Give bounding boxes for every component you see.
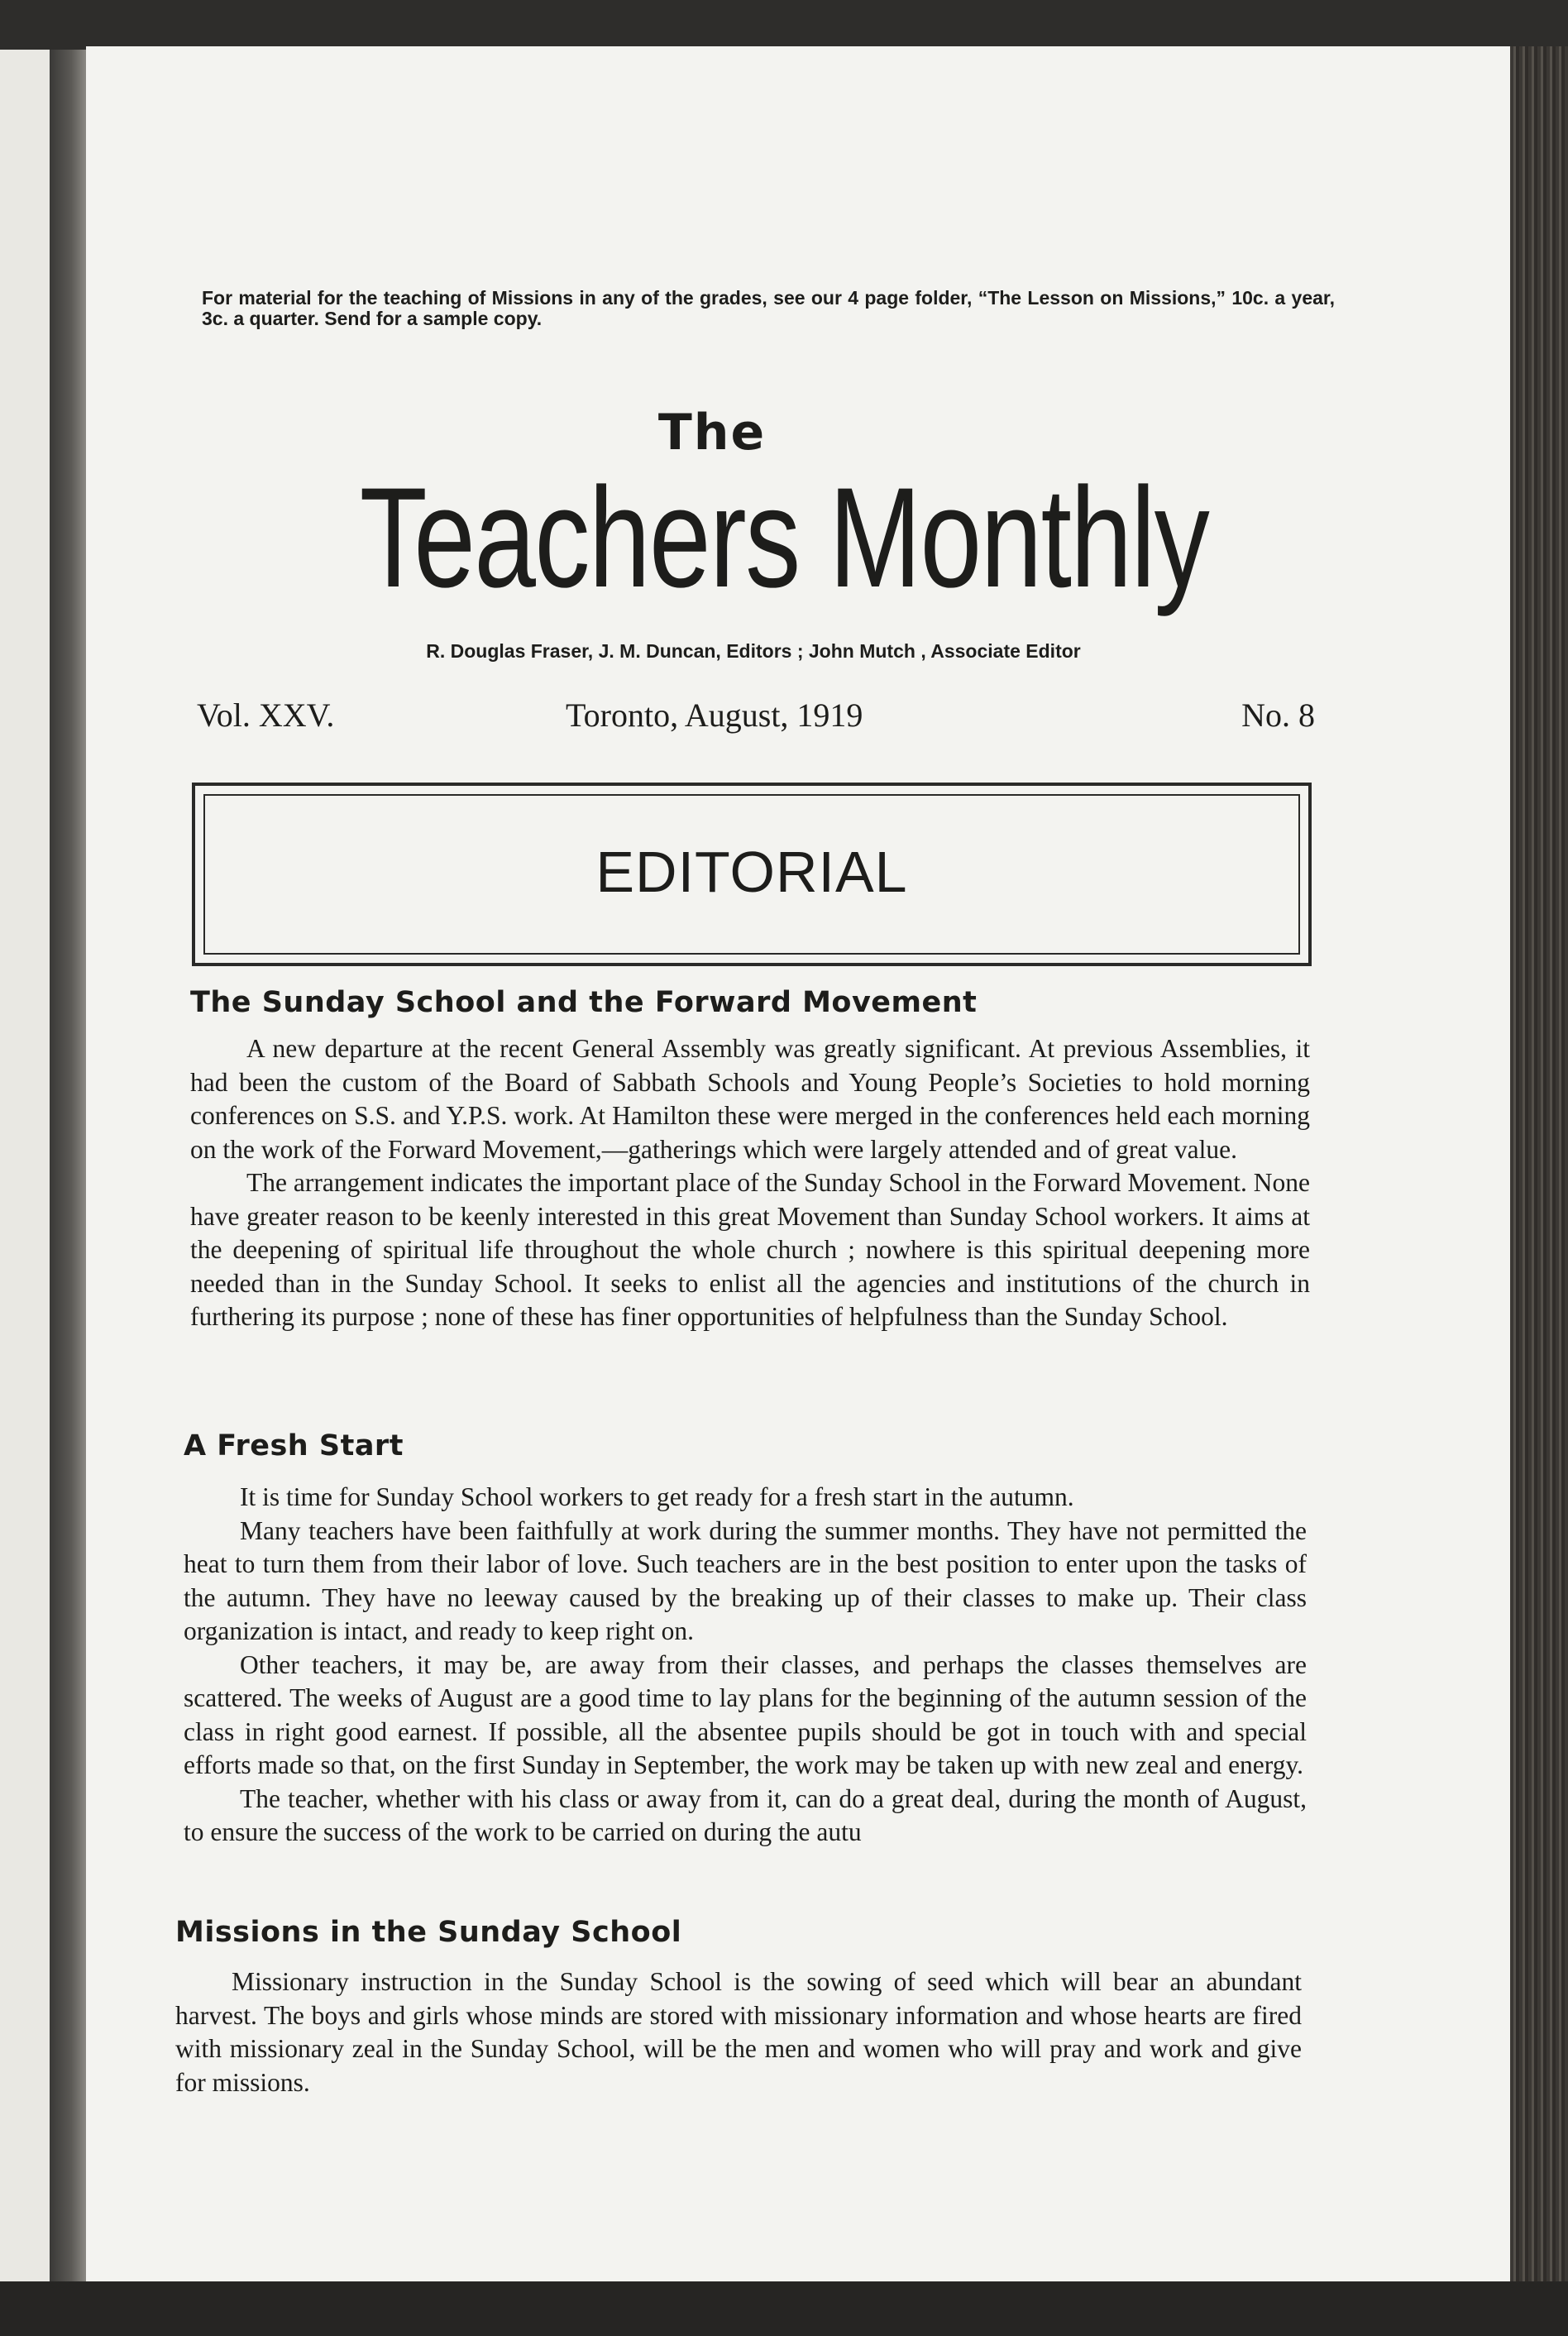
section-heading: Missions in the Sunday School [175, 1916, 682, 1949]
paragraph: Missionary instruction in the Sunday School is the sowing of seed which will bear an abundant harvest. The boys and girls whose minds are stored with missionary information and whose hearts are fired with missionary zeal in the Sunday School, will be the men and women who will pray and work and give for missions. [175, 1967, 1302, 2097]
volume-label: Vol. XXV. [197, 696, 335, 734]
section-body [184, 1481, 1307, 1850]
facing-page-edge [0, 50, 51, 2283]
issue-number: No. 8 [1241, 696, 1315, 734]
paragraph: The arrangement indicates the important place of the Sunday School in the Forward Movement. None have greater reason to be keenly interested in this great Movement than Sunday School workers. It aims at the deepening of spiritual life throughout the whole church ; nowhere is this spiritual deepening more needed than in the Sunday School. It seeks to enlist all the agencies and institutions of the church in furthering its purpose ; none of these has finer opportunities of helpfulness than the Sunday School. [190, 1168, 1310, 1331]
scan-bottom-border [0, 2281, 1568, 2336]
place-date: Toronto, August, 1919 [566, 696, 863, 734]
section-body [190, 1032, 1310, 1334]
editorial-banner [192, 783, 1312, 966]
page-stack-edges [1510, 46, 1568, 2281]
missions-folder-notice: For material for the teaching of Missions in any of the grades, see our 4 page folder, “The Lesson on Missions,” 10c. a year, 3c. a quarter. Send for a sample copy. [202, 287, 1335, 329]
editors-line: R. Douglas Fraser, J. M. Duncan, Editors ; John Mutch , Associate Editor [426, 640, 1081, 662]
masthead-title-text: Teachers Monthly [359, 458, 1209, 617]
paragraph: A new departure at the recent General Assembly was greatly significant. At previous Assemblies, it had been the custom of the Board of Sabbath Schools and Young People’s Societies to hold morning conferences on S.S. and Y.P.S. work. At Hamilton these were merged in the conferences held each morning on the work of the Forward Movement,—gatherings which were largely attended and of great value. [190, 1034, 1310, 1164]
section-body [175, 1965, 1302, 2099]
paragraph: Other teachers, it may be, are away from their classes, and perhaps the classes themselves are scattered. The weeks of August are a good time to lay plans for the beginning of the autumn session of the class in right good earnest. If possible, all the absentee pupils should be got in touch with and special efforts made so that, on the first Sunday in September, the work may be taken up with new zeal and energy. [184, 1649, 1307, 1779]
paragraph: It is time for Sunday School workers to get ready for a fresh start in the autumn. [240, 1482, 1074, 1511]
paragraph: The teacher, whether with his class or away from it, can do a great deal, during the month of August, to ensure the success of the work to be carried on during the autu [184, 1783, 1307, 1846]
masthead-title [0, 458, 1568, 617]
binding-gutter [50, 50, 86, 2283]
section-heading: The Sunday School and the Forward Movement [190, 986, 978, 1019]
paragraph: Many teachers have been faithfully at work during the summer months. They have not permitted the heat to turn them from their labor of love. Such teachers are in the best position to enter upon the tasks of the autumn. They have no leeway caused by the breaking up of their classes to make up. Their class organization is intact, and ready to keep right on. [184, 1515, 1307, 1645]
editorial-label: EDITORIAL [595, 840, 908, 904]
section-heading: A Fresh Start [184, 1429, 404, 1462]
masthead-article: The [657, 404, 767, 462]
